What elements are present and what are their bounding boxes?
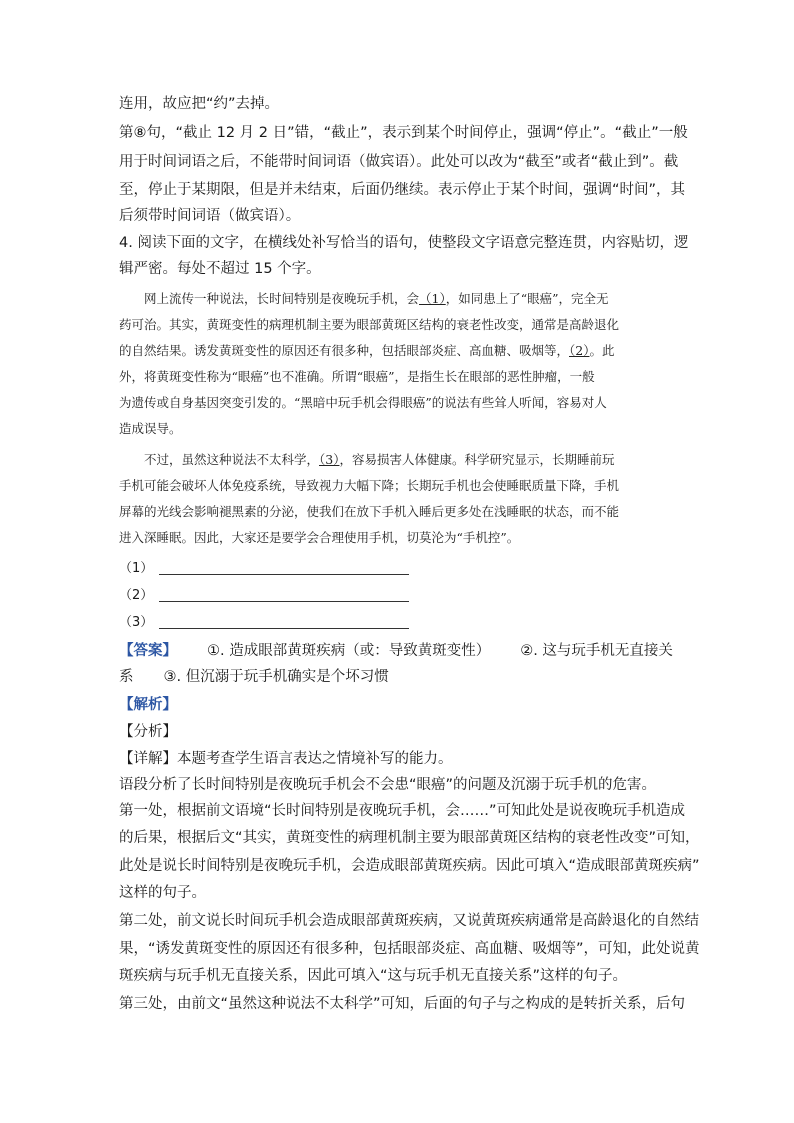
blank-marker-3: （3） — [319, 452, 340, 467]
blank-marker-1: （1） — [419, 291, 446, 306]
text-line: 至，停止于某期限，但是并未结束，后面仍继续。表示停止于某个时间，强调“时间”，其 — [119, 182, 686, 198]
detail-line: 【详解】本题考查学生语言表达之情境补写的能力。 — [119, 751, 453, 767]
answer-line-cont: 系 ③. 但沉溺于玩手机确实是个坏习惯 — [119, 669, 389, 685]
text-line: 语段分析了长时间特别是夜晚玩手机会不会患“眼癌”的问题及沉溺于玩手机的危害。 — [119, 777, 657, 793]
answer-blank-3: （3） — [119, 614, 409, 632]
text-line: 第一处，根据前文语境“长时间特别是夜晚玩手机，会……”可知此处是说夜晚玩手机造成 — [119, 803, 686, 819]
passage-line: 不过，虽然这种说法不太科学，（3），容易损害人体健康。科学研究显示，长期睡前玩 — [119, 452, 615, 467]
analysis-tag: 【解析】 — [119, 697, 177, 713]
passage-line: 的自然结果。诱发黄斑变性的原因还有很多种，包括眼部炎症、高血糖、吸烟等，（2）。此 — [119, 343, 615, 358]
text-line: 第二处，前文说长时间玩手机会造成眼部黄斑疾病，又说黄斑疾病通常是高龄退化的自然结 — [119, 913, 699, 929]
passage-line: 药可治。其实，黄斑变性的病理机制主要为眼部黄斑区结构的衰老性改变，通常是高龄退化 — [119, 317, 620, 332]
detail-tag: 【详解】 — [119, 751, 177, 767]
answer-rule — [159, 587, 409, 602]
question-4-prompt-cont: 辑严密。每处不超过 15 个字。 — [119, 261, 321, 277]
text-line: 连用，故应把“约”去掉。 — [119, 96, 280, 112]
text-line: 斑疾病与玩手机无直接关系，因此可填入“这与玩手机无直接关系”这样的句子。 — [119, 968, 628, 984]
passage-line: 外，将黄斑变性称为“眼癌”也不准确。所谓“眼癌”，是指生长在眼部的恶性肿瘤，一般 — [119, 369, 595, 384]
passage-line: 屏幕的光线会影响褪黑素的分泌，使我们在放下手机入睡后更多处在浅睡眠的状态，而不能 — [119, 504, 620, 519]
text-line: 这样的句子。 — [119, 885, 206, 901]
text-line: 第三处，由前文“虽然这种说法不太科学”可知，后面的句子与之构成的是转折关系，后句 — [119, 996, 686, 1012]
text-line: 果，“诱发黄斑变性的原因还有很多种，包括眼部炎症、高血糖、吸烟等”，可知，此处说黄 — [119, 941, 700, 957]
blank-marker-2: （2） — [569, 343, 590, 358]
text-line: 的后果，根据后文“其实，黄斑变性的病理机制主要为眼部黄斑区结构的衰老性改变”可知， — [119, 830, 700, 846]
passage-line: 造成误导。 — [119, 421, 182, 436]
passage-line: 手机可能会破坏人体免疫系统，导致视力大幅下降；长期玩手机也会使睡眠质量下降，手机 — [119, 478, 620, 493]
answer-tag: 【答案】 — [119, 643, 177, 659]
passage-line: 进入深睡眠。因此，大家还是要学会合理使用手机，切莫沦为“手机控”。 — [119, 530, 520, 545]
answer-rule — [159, 560, 409, 575]
text-line: 用于时间词语之后，不能带时间词语（做宾语）。此处可以改为“截至”或者“截止到”。截 — [119, 154, 679, 170]
answer-blank-2: （2） — [119, 587, 409, 605]
question-4-prompt: 4. 阅读下面的文字，在横线处补写恰当的语句，使整段文字语意完整连贯，内容贴切，逻 — [119, 235, 689, 251]
text-line: 此处是说长时间特别是夜晚玩手机，会造成眼部黄斑疾病。因此可填入“造成眼部黄斑疾病” — [119, 858, 700, 874]
text-line: 后须带时间词语（做宾语）。 — [119, 208, 301, 224]
answer-rule — [159, 614, 409, 629]
answer-line: 【答案】 ①. 造成眼部黄斑疾病（或：导致黄斑变性） ②. 这与玩手机无直接关 — [119, 643, 673, 659]
answer-blank-1: （1） — [119, 560, 409, 578]
passage-line: 网上流传一种说法，长时间特别是夜晚玩手机，会（1），如同患上了“眼癌”，完全无 — [119, 291, 609, 306]
text-line: 第⑧句，“截止 12 月 2 日”错，“截止”，表示到某个时间停止，强调“停止”。“截止”一般 — [119, 125, 688, 141]
fenxi-tag: 【分析】 — [119, 724, 177, 740]
passage-line: 为遗传或自身基因突变引发的。“黑暗中玩手机会得眼癌”的说法有些耸人听闻，容易对人 — [119, 395, 607, 410]
